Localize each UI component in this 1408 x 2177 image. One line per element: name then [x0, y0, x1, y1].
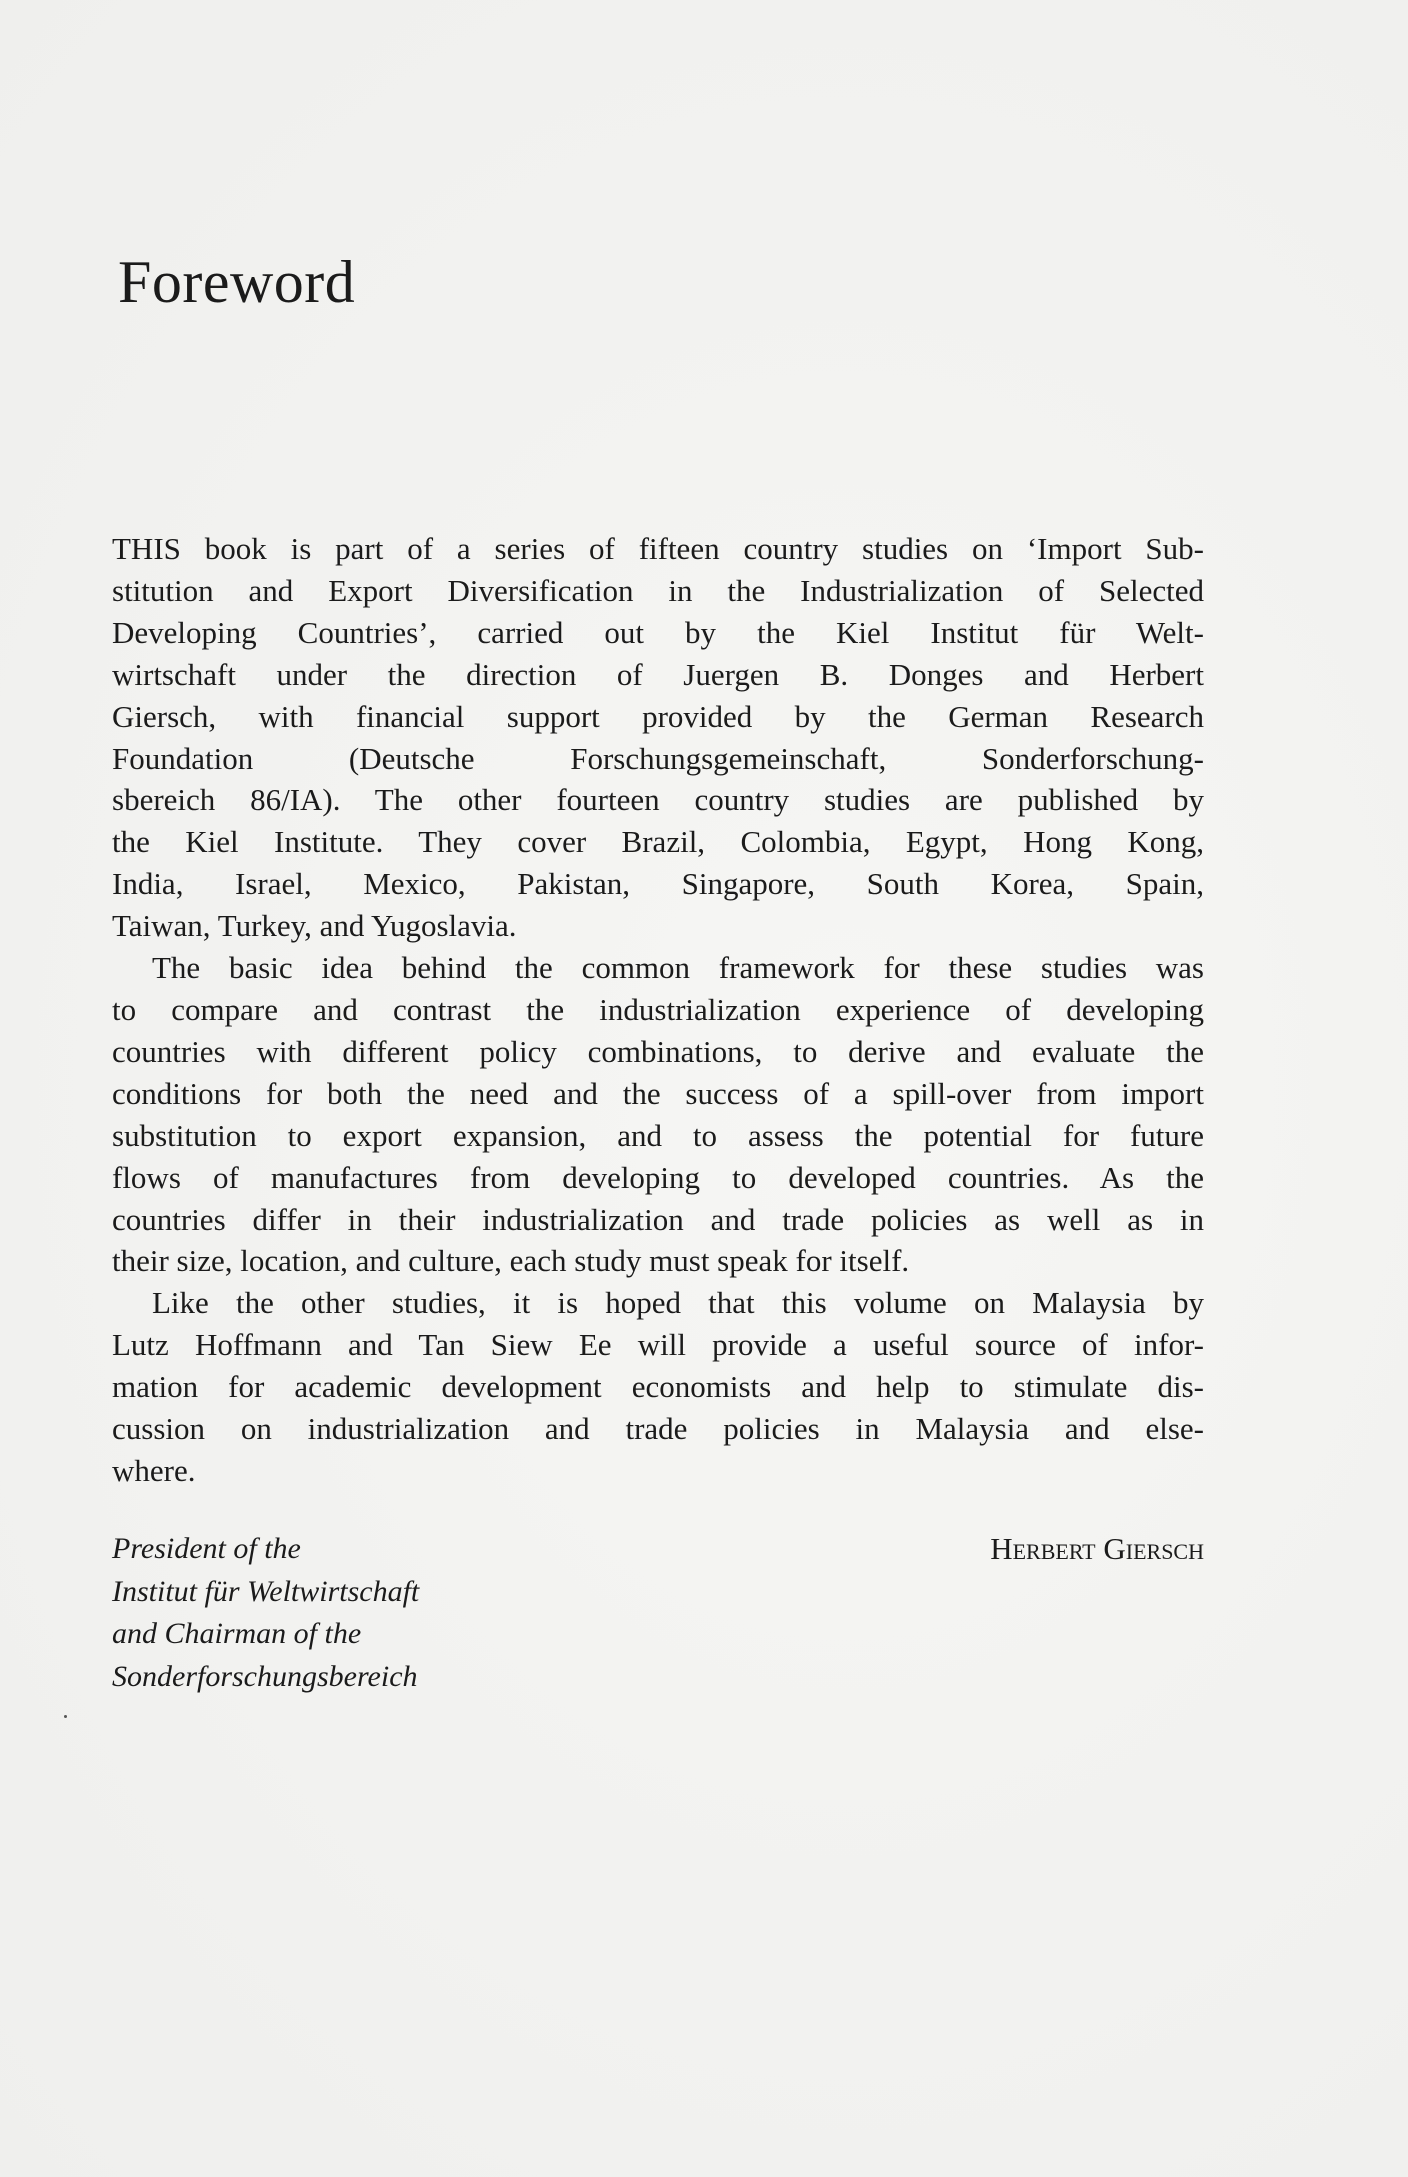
paragraph-line: Foundation (Deutsche Forschungsgemeinschaft, Sonderforschung- — [112, 740, 1204, 776]
paragraph-line: to compare and contrast the industrialization experience of developing — [112, 991, 1204, 1027]
paragraph-line: substitution to export expansion, and to assess the potential for future — [112, 1117, 1204, 1153]
scan-speck — [64, 1715, 67, 1718]
paragraph-line: THIS book is part of a series of fifteen country studies on ‘Import Sub- — [112, 531, 1204, 566]
paragraph-line: wirtschaft under the direction of Juergen B. Donges and Herbert — [112, 656, 1204, 692]
paragraph-line: mation for academic development economists and help to stimulate dis- — [112, 1369, 1204, 1405]
paragraph-line: India, Israel, Mexico, Pakistan, Singapore, South Korea, Spain, — [112, 866, 1204, 902]
affiliation-line: President of the — [112, 1532, 301, 1565]
paragraph-line: Like the other studies, it is hoped that this volume on Malaysia by — [152, 1285, 1204, 1321]
paragraph-line: where. — [112, 1452, 196, 1488]
paragraph-line: conditions for both the need and the success of a spill-over from import — [112, 1075, 1204, 1111]
paragraph-line: Developing Countries’, carried out by the Kiel Institut für Welt- — [112, 614, 1204, 650]
paragraph-line: countries differ in their industrialization and trade policies as well as in — [112, 1201, 1204, 1237]
paragraph-line: flows of manufactures from developing to developed countries. As the — [112, 1159, 1204, 1195]
paragraph-line: countries with different policy combinations, to derive and evaluate the — [112, 1033, 1204, 1069]
paragraph-line: Lutz Hoffmann and Tan Siew Ee will provide a useful source of infor- — [112, 1327, 1204, 1363]
affiliation-line: Institut für Weltwirtschaft — [112, 1574, 420, 1608]
paragraph-line: stitution and Export Diversification in the Industrialization of Selected — [112, 572, 1204, 608]
page-title: Foreword — [118, 249, 356, 315]
paragraph-line: the Kiel Institute. They cover Brazil, Colombia, Egypt, Hong Kong, — [112, 824, 1204, 860]
paragraph-line: cussion on industrialization and trade policies in Malaysia and else- — [112, 1411, 1204, 1447]
paragraph-line: their size, location, and culture, each study must speak for itself. — [112, 1243, 910, 1279]
paragraph-line: sbereich 86/IA). The other fourteen country studies are published by — [112, 782, 1204, 818]
affiliation-line: Sonderforschungsbereich — [112, 1659, 418, 1693]
signature-block — [112, 1528, 1204, 1698]
affiliation-line: and Chairman of the — [112, 1617, 362, 1650]
paragraph-line: Giersch, with financial support provided by the German Research — [112, 698, 1204, 734]
paragraph-line: The basic idea behind the common framework for these studies was — [152, 950, 1204, 986]
foreword-body — [112, 528, 1204, 1492]
signatory-name: Herbert Giersch — [990, 1531, 1204, 1566]
paragraph-line: Taiwan, Turkey, and Yugoslavia. — [112, 908, 517, 944]
